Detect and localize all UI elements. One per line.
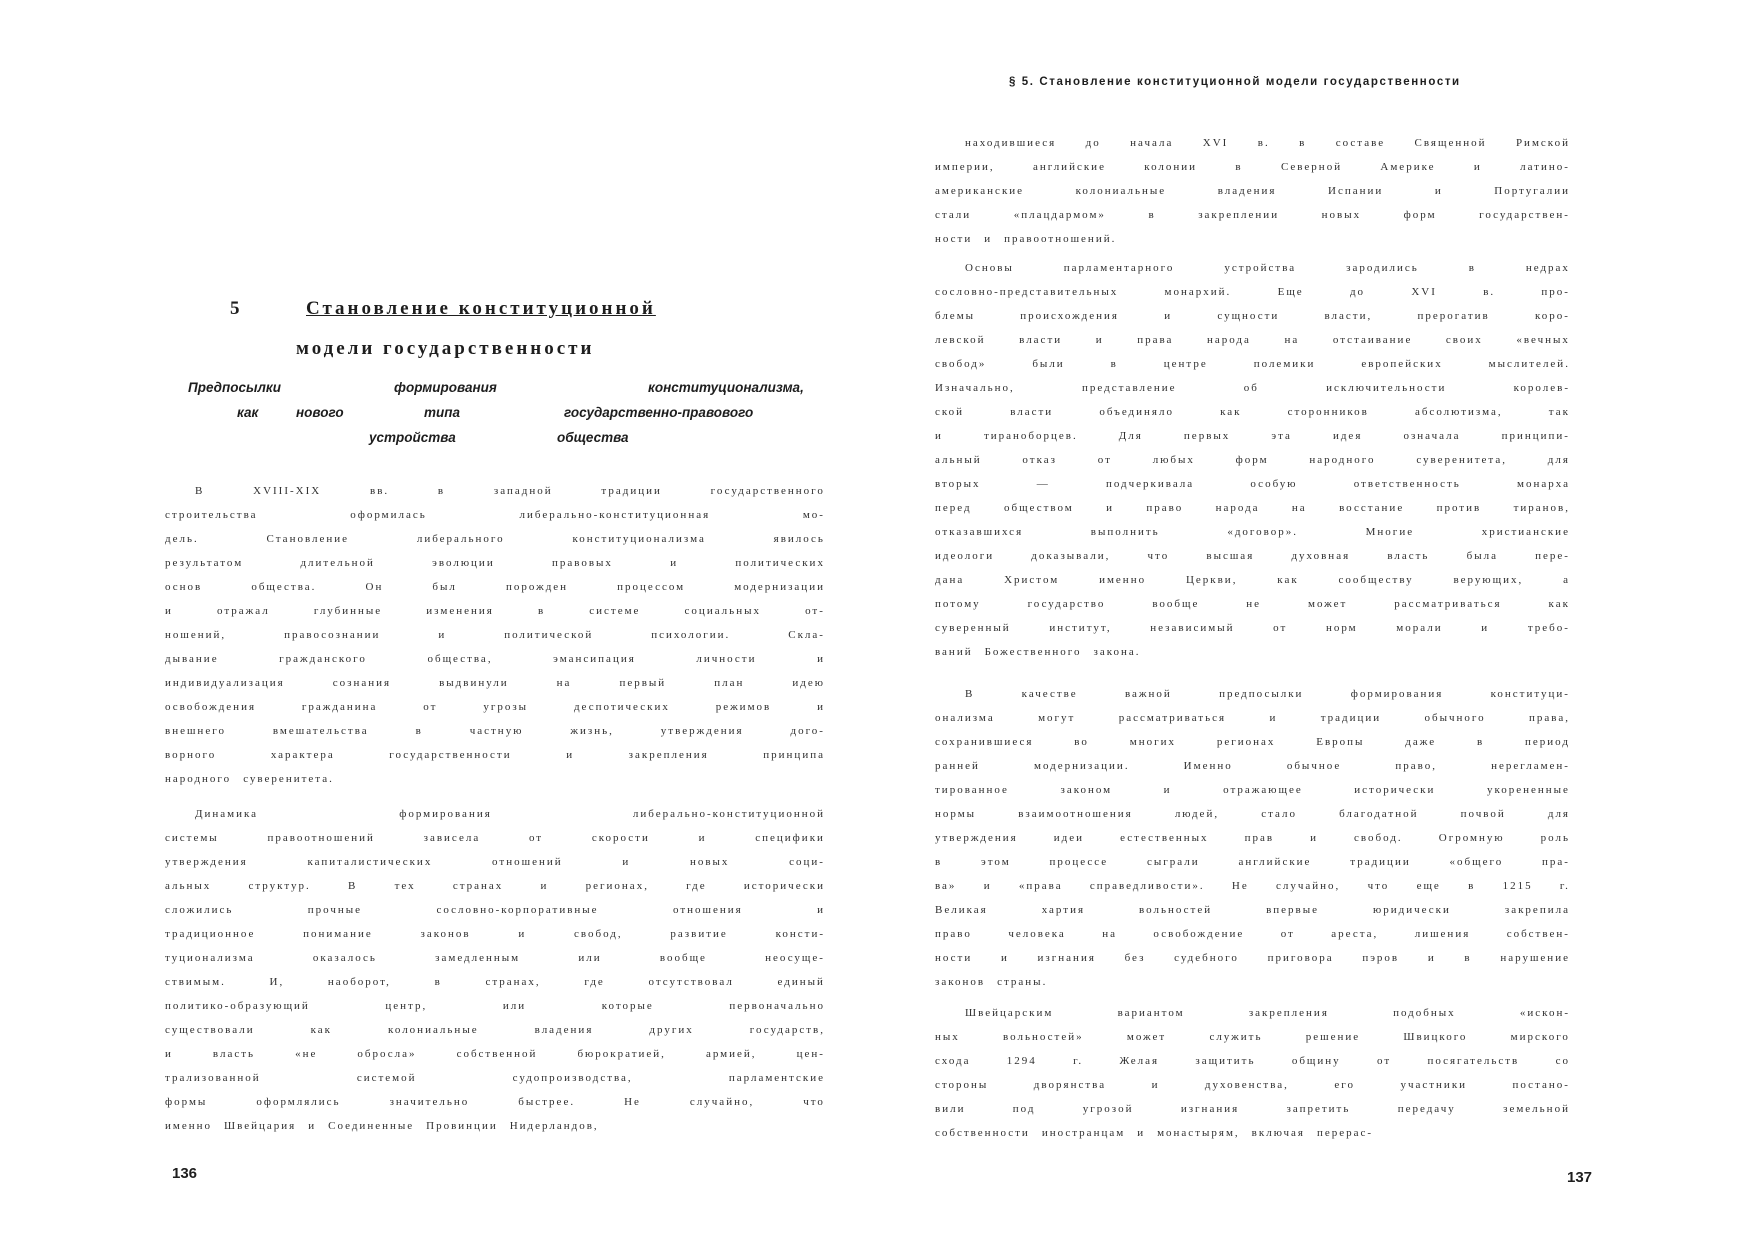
text-line: свобод» были в центре полемики европейских мыслителей. (935, 358, 1570, 370)
text-line: потому государство вообще не может рассматриваться как (935, 598, 1570, 610)
text-line: Великая хартия вольностей впервые юридически закрепила (935, 904, 1570, 916)
paragraph (935, 256, 1570, 664)
text-line: находившиеся до начала XVI в. в составе Священной Римской (965, 137, 1570, 149)
paragraph (935, 131, 1570, 251)
text-line: ности и изгнания без судебного приговора пэров и в нарушение (935, 952, 1570, 964)
text-line: политико-образующий центр, или которые первоначально (165, 1000, 825, 1012)
text-line: именно Швейцария и Соединенные Провинции Нидерландов, (165, 1120, 599, 1132)
text-line: Основы парламентарного устройства зародились в недрах (965, 262, 1570, 274)
text-line: трализованной системой судопроизводства, парламентские (165, 1072, 825, 1084)
text-line: и тираноборцев. Для первых эта идея означала принципи- (935, 430, 1570, 442)
chapter-title-line1: Становление конституционной (306, 298, 656, 319)
subtitle-word: общества (557, 430, 629, 445)
text-line: стали «плацдармом» в закреплении новых форм государствен- (935, 209, 1570, 221)
text-line: стороны дворянства и духовенства, его участники постано- (935, 1079, 1570, 1091)
text-line: американские колониальные владения Испании и Португалии (935, 185, 1570, 197)
subtitle-word: как (237, 405, 259, 420)
text-line: перед обществом и право народа на восстание против тиранов, (935, 502, 1570, 514)
text-line: существовали как колониальные владения других государств, (165, 1024, 825, 1036)
text-line: схода 1294 г. Желая защитить общину от посягательств со (935, 1055, 1570, 1067)
subtitle-word: нового (296, 405, 344, 420)
text-line: право человека на освобождение от ареста, лишения собствен- (935, 928, 1570, 940)
text-line: альный отказ от любых форм народного суверенитета, для (935, 454, 1570, 466)
paragraph (935, 682, 1570, 994)
text-line: В качестве важной предпосылки формирования конституци- (965, 688, 1570, 700)
text-line: дывание гражданского общества, эмансипация личности и (165, 653, 825, 665)
text-line: утверждения идеи естественных прав и свобод. Огромную роль (935, 832, 1570, 844)
text-line: дель. Становление либерального конституционализма явилось (165, 533, 825, 545)
running-head: § 5. Становление конституционной модели государственности (1009, 76, 1461, 88)
text-line: утверждения капиталистических отношений и новых соци- (165, 856, 825, 868)
text-line: суверенный институт, независимый от норм морали и требо- (935, 622, 1570, 634)
chapter-number: 5 (230, 298, 240, 319)
text-line: вторых — подчеркивала особую ответственность монарха (935, 478, 1570, 490)
text-line: сохранившиеся во многих регионах Европы даже в период (935, 736, 1570, 748)
text-line: народного суверенитета. (165, 773, 334, 785)
text-line: отказавшихся выполнить «договор». Многие христианские (935, 526, 1570, 538)
paragraph (165, 479, 825, 791)
text-line: альных структур. В тех странах и регионах, где исторически (165, 880, 825, 892)
right-page (877, 0, 1754, 1239)
text-line: и власть «не обросла» собственной бюрократией, армией, цен- (165, 1048, 825, 1060)
text-line: идеологи доказывали, что высшая духовная власть была пере- (935, 550, 1570, 562)
subtitle-word: конституционализма, (648, 380, 804, 395)
text-line: ва» и «права справедливости». Не случайно, что еще в 1215 г. (935, 880, 1570, 892)
text-line: индивидуализация сознания выдвинули на первый план идею (165, 677, 825, 689)
text-line: сословно-представительных монархий. Еще до XVI в. про- (935, 286, 1570, 298)
text-line: сложились прочные сословно-корпоративные отношения и (165, 904, 825, 916)
text-line: ваний Божественного закона. (935, 646, 1141, 658)
text-line: империи, английские колонии в Северной Америке и латино- (935, 161, 1570, 173)
text-line: строительства оформилась либерально-конституционная мо- (165, 509, 825, 521)
text-line: ранней модернизации. Именно обычное право, нерегламен- (935, 760, 1570, 772)
text-line: Изначально, представление об исключительности королев- (935, 382, 1570, 394)
text-line: тированное законом и отражающее исторически укорененные (935, 784, 1570, 796)
text-line: основ общества. Он был порожден процессом модернизации (165, 581, 825, 593)
chapter-title-line2: модели государственности (296, 338, 595, 359)
text-line: ворного характера государственности и закрепления принципа (165, 749, 825, 761)
subtitle-word: типа (424, 405, 461, 420)
text-line: туционализма оказалось замедленным или вообще неосуще- (165, 952, 825, 964)
text-line: традиционное понимание законов и свобод, развитие консти- (165, 928, 825, 940)
text-line: дана Христом именно Церкви, как сообществу верующих, а (935, 574, 1570, 586)
subtitle-word: устройства (369, 430, 456, 445)
subtitle-word: Предпосылки (188, 380, 281, 395)
text-line: освобождения гражданина от угрозы деспотических режимов и (165, 701, 825, 713)
text-line: и отражал глубинные изменения в системе социальных от- (165, 605, 825, 617)
paragraph (935, 1001, 1570, 1145)
subtitle-word: формирования (394, 380, 497, 395)
text-line: онализма могут рассматриваться и традиции обычного права, (935, 712, 1570, 724)
text-line: В XVIII-XIX вв. в западной традиции государственного (195, 485, 825, 497)
text-line: нормы взаимоотношения людей, стало благодатной почвой для (935, 808, 1570, 820)
text-line: внешнего вмешательства в частную жизнь, утверждения дого- (165, 725, 825, 737)
page-number: 137 (1567, 1169, 1593, 1186)
text-line: законов страны. (935, 976, 1048, 988)
text-line: Швейцарским вариантом закрепления подобных «искон- (965, 1007, 1570, 1019)
text-line: ской власти объединяло как сторонников абсолютизма, так (935, 406, 1570, 418)
text-line: вили под угрозой изгнания запретить передачу земельной (935, 1103, 1570, 1115)
text-line: системы правоотношений зависела от скорости и специфики (165, 832, 825, 844)
text-line: в этом процессе сыграли английские традиции «общего пра- (935, 856, 1570, 868)
text-line: блемы происхождения и сущности власти, прерогатив коро- (935, 310, 1570, 322)
subtitle-word: государственно-правового (564, 405, 754, 420)
text-line: левской власти и права народа на отстаивание своих «вечных (935, 334, 1570, 346)
text-line: Динамика формирования либерально-конституционной (195, 808, 825, 820)
text-line: ношений, правосознании и политической психологии. Скла- (165, 629, 825, 641)
text-line: ных вольностей» может служить решение Швицкого мирского (935, 1031, 1570, 1043)
paragraph (165, 802, 825, 1138)
text-line: ности и правоотношений. (935, 233, 1117, 245)
text-line: собственности иностранцам и монастырям, включая перерас- (935, 1127, 1374, 1139)
text-line: результатом длительной эволюции правовых и политических (165, 557, 825, 569)
page-number: 136 (172, 1165, 198, 1182)
text-line: формы оформлялись значительно быстрее. Не случайно, что (165, 1096, 825, 1108)
text-line: ствимым. И, наоборот, в странах, где отсутствовал единый (165, 976, 825, 988)
